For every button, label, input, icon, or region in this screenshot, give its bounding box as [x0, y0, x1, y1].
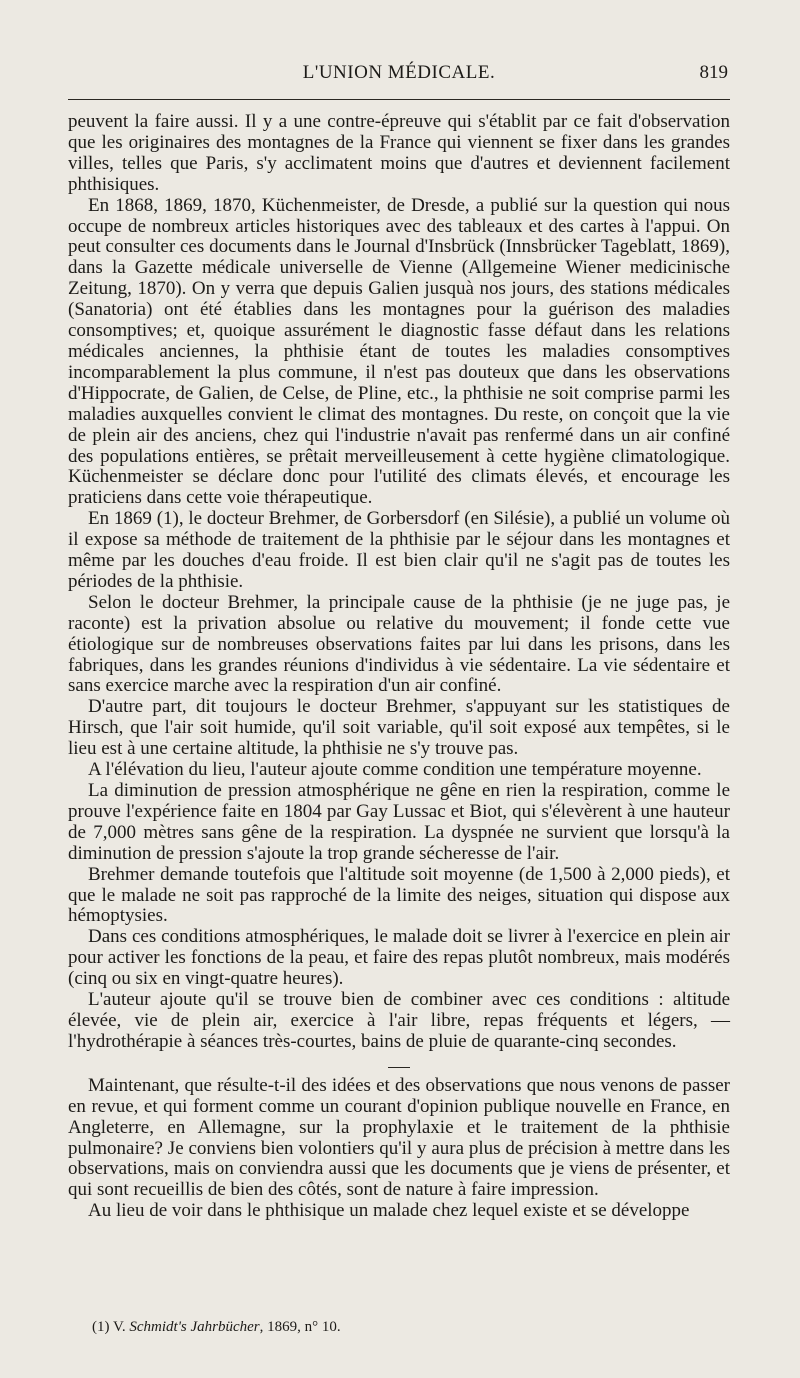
paragraph: A l'élévation du lieu, l'auteur ajoute comme condition une température moyenne. — [88, 759, 702, 781]
paragraph-continuation: peuvent la faire aussi. Il y a une contre-épreuve qui s'établit par ce fait d'observation que les originaires des montagnes de la France qui viennent se fixer dans les grandes villes, telles que Paris, s'y acclimatent moins que d'autres et deviennent facilement phthisiques. — [68, 111, 730, 195]
paragraph: En 1869 (1), le docteur Brehmer, de Gorbersdorf (en Silésie), a publié un volume où il expose sa méthode de traitement de la phthisie par le séjour dans les montagnes et même par les douches d'eau froide. Il est bien clair qu'il ne s'agit pas de toutes les périodes de la phthisie. — [68, 508, 730, 592]
paragraph: D'autre part, dit toujours le docteur Brehmer, s'appuyant sur les statistiques de Hirsch, que l'air soit humide, qu'il soit variable, qu'il soit exposé aux tempêtes, si le lieu est à une certaine altitude, la phthisie ne s'y trouve pas. — [68, 696, 730, 760]
paragraph: Dans ces conditions atmosphériques, le malade doit se livrer à l'exercice en plein air pour activer les fonctions de la peau, et faire des repas plutôt nombreux, mais modérés (cinq ou six en vingt-quatre heures). — [68, 926, 730, 990]
footnote-marker: (1) V. — [92, 1319, 126, 1335]
article-body — [68, 112, 730, 1222]
footnote-details: , 1869, n° 10. — [259, 1319, 341, 1335]
paragraph: Selon le docteur Brehmer, la principale cause de la phthisie (je ne juge pas, je raconte) est la privation absolue ou relative du mouvement; il fonde cette vue étiologique sur de nombreuses observations faites par lui dans les prisons, dans les fabriques, dans les grandes réunions d'individus à vie sédentaire. La vie sédentaire et sans exercice marche avec la respiration d'un air confiné. — [68, 591, 730, 697]
page-header — [68, 62, 730, 92]
footnote-source: Schmidt's Jahrbücher — [129, 1319, 260, 1335]
running-title: L'UNION MÉDICALE. — [302, 62, 496, 83]
paragraph: En 1868, 1869, 1870, Küchenmeister, de Dresde, a publié sur la question qui nous occupe de nombreux articles historiques avec des tableaux et des cartes à l'appui. On peut consulter ces documents dans le Journal d'Insbrück (Innsbrücker Tageblatt, 1869), dans la Gazette médicale universelle de Vienne (Allgemeine Wiener medicinische Zeitung, 1870). On y verra que depuis Galien jusquà nos jours, des stations médicales (Sanatoria) ont été établies dans les montagnes pour la guérison des maladies consomptives; et, quoique assurément le diagnostic fasse défaut dans les relations médicales anciennes, la phthisie étant de toutes les maladies consomptives incomparablement la plus commune, il n'est pas douteux que dans les observations d'Hippocrate, de Galien, de Celse, de Pline, etc., la phthisie ne soit comprise parmi les maladies auxquelles convient le climat des montagnes. Du reste, on conçoit que la vie de plein air des anciens, chez qui l'industrie n'avait pas renfermé dans un air confiné des populations entières, se prêtait merveilleusement à cette hygiène climatologique. Küchenmeister se déclare donc pour l'utilité des climats élevés, et encourage les praticiens dans cette voie thérapeutique. — [68, 194, 730, 509]
paragraph: Au lieu de voir dans le phthisique un malade chez lequel existe et se développe — [88, 1200, 690, 1222]
paragraph: Maintenant, que résulte-t-il des idées et des observations que nous venons de passer en revue, et qui forment comme un courant d'opinion publique nouvelle en France, en Angleterre, en Allemagne, sur la prophylaxie et le traitement de la phthisie pulmonaire? Je conviens bien volontiers qu'il y aura plus de précision à mettre dans les observations, mais on conviendra aussi que les documents que je viens de présenter, et qui sont recueillis de bien des côtés, sont de nature à faire impression. — [68, 1074, 730, 1201]
header-rule — [68, 99, 730, 100]
footnote — [92, 1319, 341, 1336]
paragraph: La diminution de pression atmosphérique ne gêne en rien la respiration, comme le prouve l'expérience faite en 1804 par Gay Lussac et Biot, qui s'élevèrent à une hauteur de 7,000 mètres sans gêne de la respiration. La dyspnée ne survient que lorsqu'à la diminution de pression s'ajoute la trop grande sécheresse de l'air. — [68, 780, 730, 864]
page-number: 819 — [699, 62, 728, 83]
paragraph: L'auteur ajoute qu'il se trouve bien de combiner avec ces conditions : altitude élevée, vie de plein air, exercice à l'air libre, repas fréquents et légers, — l'hydrothérapie à séances très-courtes, bains de pluie de quarante-cinq secondes. — [68, 989, 730, 1052]
paragraph: Brehmer demande toutefois que l'altitude soit moyenne (de 1,500 à 2,000 pieds), et que le malade ne soit pas rapproché de la limite des neiges, situation qui dispose aux hémoptysies. — [68, 863, 730, 927]
section-separator — [388, 1067, 410, 1068]
